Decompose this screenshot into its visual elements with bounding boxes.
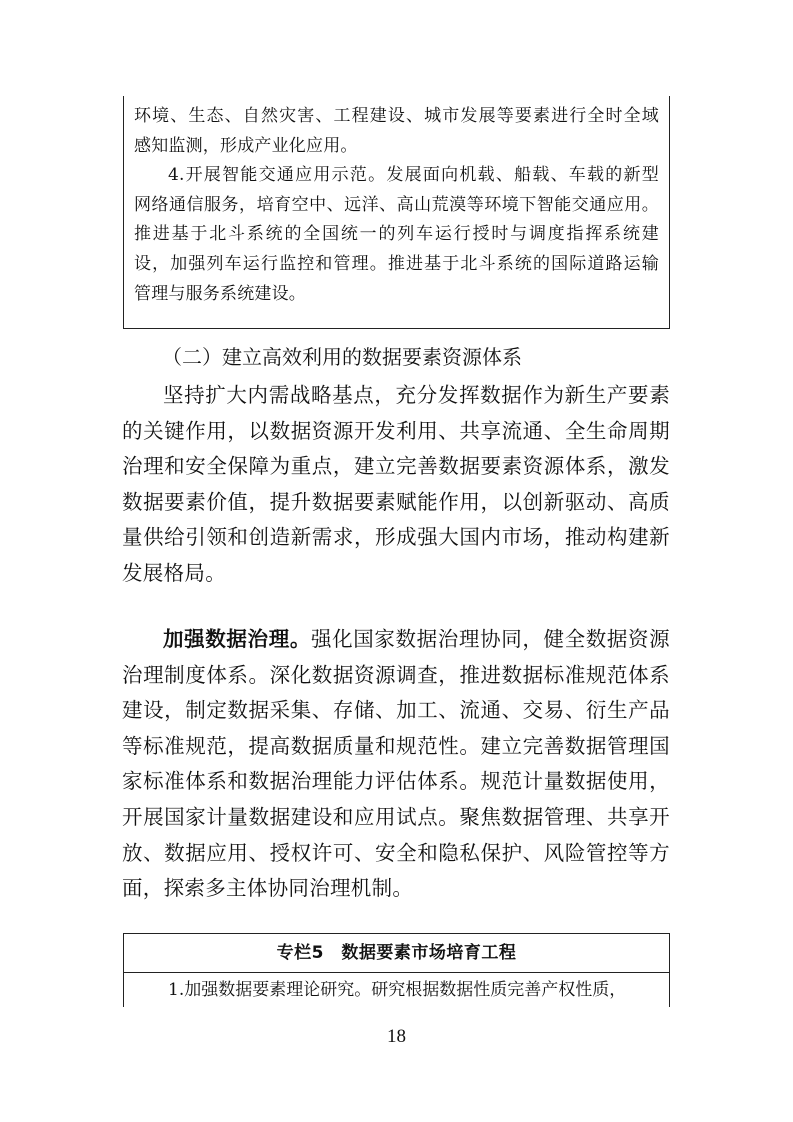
paragraph-line: 数据要素价值，提升数据要素赋能作用，以创新驱动、高质 bbox=[122, 489, 670, 514]
paragraph-line: 开展国家计量数据建设和应用试点。聚焦数据管理、共享开 bbox=[122, 804, 670, 829]
box-item-4-line: 管理与服务系统建设。 bbox=[134, 283, 306, 304]
paragraph-line: 家标准体系和数据治理能力评估体系。规范计量数据使用， bbox=[122, 769, 670, 794]
paragraph-line: 量供给引领和创造新需求，形成强大国内市场，推动构建新 bbox=[122, 525, 670, 550]
paragraph-line: 等标准规范，提高数据质量和规范性。建立完善数据管理国 bbox=[122, 733, 670, 758]
paragraph-line bbox=[122, 622, 670, 658]
box-text-line: 环境、生态、自然灾害、工程建设、城市发展等要素进行全时全域 bbox=[134, 106, 659, 126]
paragraph-line: 放、数据应用、授权许可、安全和隐私保护、风险管控等方 bbox=[122, 840, 670, 865]
bottom-feature-box bbox=[123, 933, 670, 1007]
paragraph-line: 面，探索多主体协同治理机制。 bbox=[122, 876, 414, 901]
top-feature-box bbox=[123, 96, 670, 329]
paragraph-line: 发展格局。 bbox=[122, 560, 226, 585]
box-text-line: 感知监测，形成产业化应用。 bbox=[134, 135, 358, 156]
box-item-4-line: 4.开展智能交通应用示范。发展面向机载、船载、车载的新型 bbox=[168, 165, 659, 186]
feature-box-item: 1.加强数据要素理论研究。研究根据数据性质完善产权性质， bbox=[168, 980, 627, 1000]
section-heading: （二）建立高效利用的数据要素资源体系 bbox=[162, 345, 522, 369]
box-item-4-line: 推进基于北斗系统的全国统一的列车运行授时与调度指挥系统建 bbox=[134, 224, 659, 245]
paragraph-line: 治理制度体系。深化数据资源调查，推进数据标准规范体系 bbox=[122, 662, 670, 687]
paragraph-first-rest: 强化国家数据治理协同，健全数据资源 bbox=[310, 627, 670, 651]
paragraph-data-governance bbox=[122, 622, 670, 907]
page-number: 18 bbox=[387, 1026, 406, 1047]
feature-box-title: 专栏5 数据要素市场培育工程 bbox=[124, 934, 669, 973]
paragraph-line: 治理和安全保障为重点，建立完善数据要素资源体系，激发 bbox=[122, 454, 670, 479]
box-item-4-line: 网络通信服务，培育空中、远洋、高山荒漠等环境下智能交通应用。 bbox=[134, 194, 659, 215]
paragraph-lead: 加强数据治理。 bbox=[163, 627, 311, 651]
paragraph-domestic-demand bbox=[122, 378, 670, 592]
paragraph-line: 坚持扩大内需战略基点，充分发挥数据作为新生产要素 bbox=[163, 383, 670, 407]
paragraph-line: 建设，制定数据采集、存储、加工、流通、交易、衍生产品 bbox=[122, 698, 670, 723]
paragraph-line: 的关键作用，以数据资源开发利用、共享流通、全生命周期 bbox=[122, 418, 670, 443]
box-item-4-line: 设，加强列车运行监控和管理。推进基于北斗系统的国际道路运输 bbox=[134, 253, 659, 274]
